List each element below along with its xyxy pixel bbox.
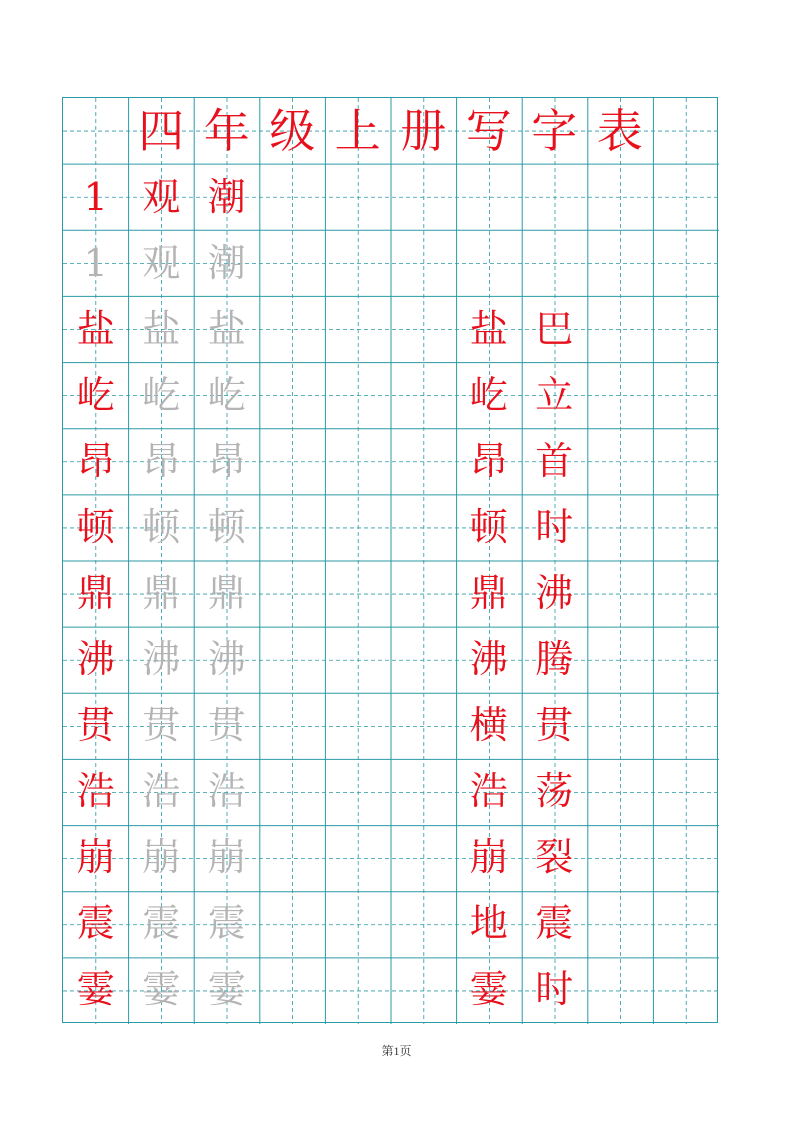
trace-char: 浩 xyxy=(207,769,246,813)
word-char: 横 xyxy=(469,703,508,747)
model-char: 浩 xyxy=(76,769,115,813)
word-char: 裂 xyxy=(535,835,574,879)
title-char: 级 xyxy=(269,104,316,158)
model-char: 屹 xyxy=(76,373,115,417)
lesson-char-trace: 潮 xyxy=(207,241,246,285)
word-char: 浩 xyxy=(469,769,508,813)
model-char: 震 xyxy=(76,901,115,945)
trace-char: 霎 xyxy=(207,967,246,1011)
trace-char: 屹 xyxy=(207,373,246,417)
trace-char: 崩 xyxy=(142,835,181,879)
word-char: 顿 xyxy=(469,505,508,549)
word-char: 巴 xyxy=(535,307,574,351)
trace-char: 盐 xyxy=(207,307,246,351)
word-char: 沸 xyxy=(535,571,574,615)
word-char: 地 xyxy=(469,901,508,945)
word-char: 崩 xyxy=(469,835,508,879)
trace-char: 顿 xyxy=(207,505,246,549)
trace-char: 贯 xyxy=(142,703,181,747)
trace-char: 震 xyxy=(207,901,246,945)
trace-char: 崩 xyxy=(207,835,246,879)
word-char: 贯 xyxy=(535,703,574,747)
title-char: 写 xyxy=(465,104,512,158)
word-char: 霎 xyxy=(469,967,508,1011)
word-char: 震 xyxy=(535,901,574,945)
word-char: 荡 xyxy=(535,769,574,813)
word-char: 昂 xyxy=(469,439,508,483)
lesson-number-trace: 1 xyxy=(83,241,108,285)
lesson-char-trace: 观 xyxy=(142,241,181,285)
word-char: 时 xyxy=(535,967,574,1011)
model-char: 崩 xyxy=(76,835,115,879)
lesson-char: 潮 xyxy=(207,175,246,219)
trace-char: 昂 xyxy=(207,439,246,483)
model-char: 昂 xyxy=(76,439,115,483)
trace-char: 鼎 xyxy=(207,571,246,615)
title-char: 上 xyxy=(334,104,381,158)
trace-char: 浩 xyxy=(142,769,181,813)
trace-char: 沸 xyxy=(207,637,246,681)
word-char: 时 xyxy=(535,505,574,549)
lesson-char: 观 xyxy=(142,175,181,219)
model-char: 顿 xyxy=(76,505,115,549)
title-char: 表 xyxy=(596,104,643,158)
trace-char: 震 xyxy=(142,901,181,945)
title-char: 四 xyxy=(138,104,185,158)
title-char: 册 xyxy=(400,104,447,158)
word-char: 盐 xyxy=(469,307,508,351)
model-char: 盐 xyxy=(76,307,115,351)
trace-char: 贯 xyxy=(207,703,246,747)
lesson-number: 1 xyxy=(83,175,108,219)
model-char: 贯 xyxy=(76,703,115,747)
trace-char: 盐 xyxy=(142,307,181,351)
page-number: 第1页 xyxy=(381,1044,412,1058)
word-char: 首 xyxy=(535,439,574,483)
title-char: 字 xyxy=(531,104,578,158)
trace-char: 霎 xyxy=(142,967,181,1011)
trace-char: 鼎 xyxy=(142,571,181,615)
trace-char: 顿 xyxy=(142,505,181,549)
trace-char: 昂 xyxy=(142,439,181,483)
trace-char: 屹 xyxy=(142,373,181,417)
model-char: 沸 xyxy=(76,637,115,681)
title-char: 年 xyxy=(203,104,250,158)
model-char: 鼎 xyxy=(76,571,115,615)
word-char: 立 xyxy=(535,373,574,417)
word-char: 鼎 xyxy=(469,571,508,615)
word-char: 腾 xyxy=(535,637,574,681)
word-char: 屹 xyxy=(469,373,508,417)
model-char: 霎 xyxy=(76,967,115,1011)
trace-char: 沸 xyxy=(142,637,181,681)
writing-grid xyxy=(62,97,718,1023)
word-char: 沸 xyxy=(469,637,508,681)
